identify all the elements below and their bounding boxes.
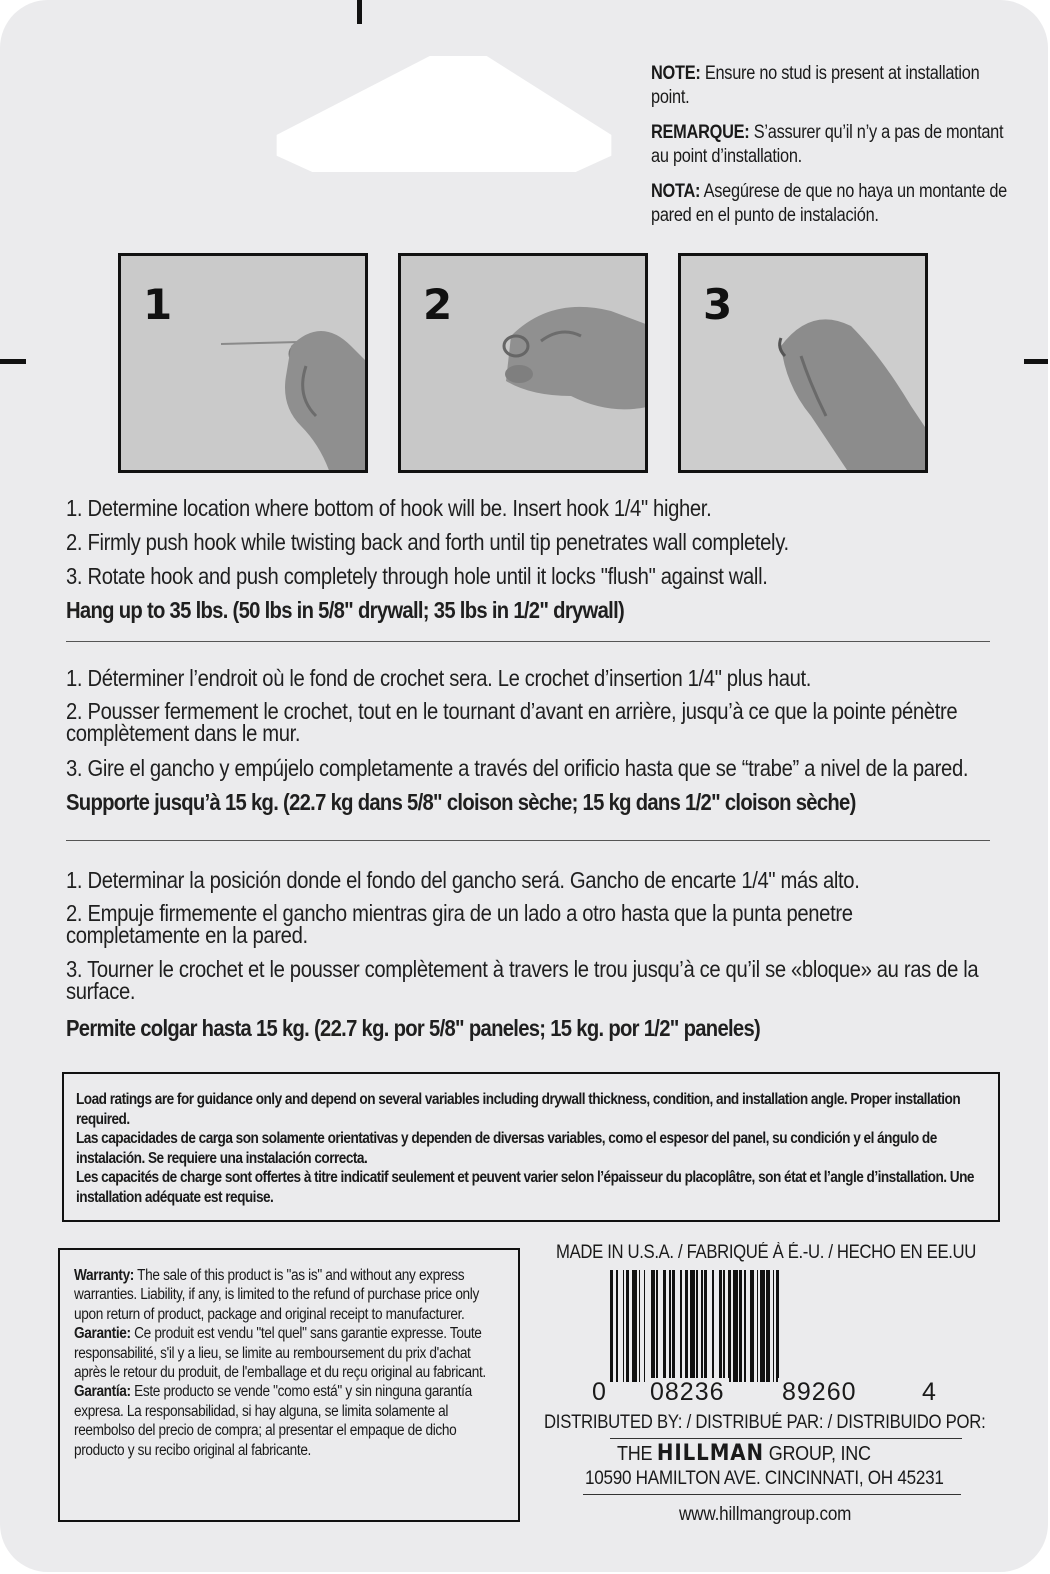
- step-1-photo: [118, 253, 368, 473]
- instructions-spanish: [66, 868, 999, 1050]
- section-divider: [66, 840, 990, 841]
- load-ratings-disclaimer: [62, 1072, 1000, 1222]
- right-alignment-mark: [1024, 359, 1048, 364]
- warranty-en: Warranty: The sale of this product is "as is" and without any express warranties. Liability, if any, is limited to the refund of purchase price only upon return of product, package and original receipt to manufacturer.: [74, 1267, 479, 1323]
- section-divider: [66, 641, 990, 642]
- instructions-english: [66, 496, 999, 632]
- barcode-digits-left: 08236: [646, 1378, 729, 1407]
- barcode-digit-lead: 0: [592, 1378, 607, 1406]
- weight-capacity: Hang up to 35 lbs. (50 lbs in 5/8" drywall; 35 lbs in 1/2" drywall): [66, 597, 625, 623]
- note-en: NOTE: Ensure no stud is present at installation point.: [651, 63, 980, 108]
- upc-barcode: [592, 1270, 937, 1415]
- instruction-step-1: 1. Determinar la posición donde el fondo del gancho será. Gancho de encarte 1/4" más alto.: [66, 867, 860, 893]
- instruction-step-3: 3. Rotate hook and push completely through hole until it locks "flush" against wall.: [66, 563, 768, 589]
- load-ratings-fr: Les capacités de charge sont offertes à titre indicatif seulement et peuvent varier selon l’épaisseur du placoplâtre, son état et l’angle d’installation. Une installation adéquate est requise.: [76, 1169, 974, 1206]
- note-es: NOTA: Asegúrese de que no haya un montante de pared en el punto de instalación.: [651, 181, 1007, 226]
- step-2-photo: [398, 253, 648, 473]
- left-alignment-mark: [0, 359, 26, 364]
- barcode-digits-right: 89260: [778, 1378, 861, 1407]
- address-rule: [583, 1494, 961, 1495]
- barcode-bar: [779, 1270, 781, 1382]
- warranty-box: [58, 1248, 520, 1522]
- instruction-step-1: 1. Déterminer l’endroit où le fond de crochet sera. Le crochet d’insertion 1/4" plus haut.: [66, 665, 812, 691]
- warranty-fr: Garantie: Ce produit est vendu "tel quel" sans garantie expresse. Toute responsabilité, s'il y a lieu, se limite au remboursement du prix d'achat après le retour du produit, de l'emballage et du reçu original au fabricant.: [74, 1325, 486, 1382]
- company-name: THE HILLMAN GROUP, INC: [617, 1441, 871, 1466]
- step-number: 3: [703, 280, 733, 329]
- load-ratings-es: Las capacidades de carga son solamente orientativas y dependen de diversas variables, como el espesor del panel, su condición y el ángulo de instalación. Se requiere una instalación correcta.: [76, 1130, 937, 1167]
- step-number: 1: [143, 280, 173, 329]
- weight-capacity: Supporte jusqu’à 15 kg. (22.7 kg dans 5/8" cloison sèche; 15 kg dans 1/2" cloison sèche): [66, 789, 856, 815]
- instruction-step-3: 3. Gire el gancho y empújelo completamente a través del orificio hasta que se “trabe” a nivel de la pared.: [66, 755, 969, 781]
- instruction-step-3: 3. Tourner le crochet et le pousser complètement à travers le trou jusqu’à ce qu’il se «bloque» au ras de la surface.: [66, 956, 979, 1004]
- instruction-step-1: 1. Determine location where bottom of hook will be. Insert hook 1/4" higher.: [66, 495, 712, 521]
- instruction-step-2: 2. Empuje firmemente el gancho mientras gira de un lado a otro hasta que la punta penetre completamente en la pared.: [66, 900, 853, 948]
- warranty-es: Garantía: Este producto se vende "como está" y sin ninguna garantía expresa. La responsabilidad, si hay alguna, se limita solamente al reembolso del precio de compra; al presentar el empaque de dicho producto y su recibo original al fabricante.: [74, 1383, 472, 1459]
- company-address: 10590 HAMILTON AVE. CINCINNATI, OH 45231: [585, 1468, 944, 1489]
- step-number: 2: [423, 280, 453, 329]
- stud-note: [651, 62, 1021, 239]
- top-alignment-mark: [357, 0, 362, 24]
- made-in-label: MADE IN U.S.A. / FABRIQUÉ À É.-U. / HECHO EN EE.UU: [556, 1242, 976, 1263]
- weight-capacity: Permite colgar hasta 15 kg. (22.7 kg. por 5/8" paneles; 15 kg. por 1/2" paneles): [66, 1015, 761, 1041]
- distributor-rule: [610, 1438, 962, 1439]
- instruction-step-2: 2. Firmly push hook while twisting back and forth until tip penetrates wall completely.: [66, 529, 789, 555]
- load-ratings-en: Load ratings are for guidance only and depend on several variables including drywall thickness, condition, and installation angle. Proper installation required.: [76, 1091, 961, 1128]
- instruction-step-2: 2. Pousser fermement le crochet, tout en le tournant d’avant en arrière, jusqu’à ce que la pointe pénètre complètement dans le mur.: [66, 698, 958, 746]
- company-website: www.hillmangroup.com: [679, 1504, 852, 1525]
- barcode-digit-check: 4: [922, 1378, 937, 1406]
- hang-hole-cutout: [266, 56, 622, 172]
- hillman-logo: HILLMAN: [656, 1441, 764, 1466]
- distributor-label: DISTRIBUTED BY: / DISTRIBUÉ PAR: / DISTRIBUIDO POR:: [544, 1412, 986, 1433]
- step-3-photo: [678, 253, 928, 473]
- barcode-bars: [610, 1270, 915, 1382]
- instructions-french: [66, 666, 999, 824]
- note-fr: REMARQUE: S’assurer qu’il n’y a pas de montant au point d’installation.: [651, 122, 1004, 167]
